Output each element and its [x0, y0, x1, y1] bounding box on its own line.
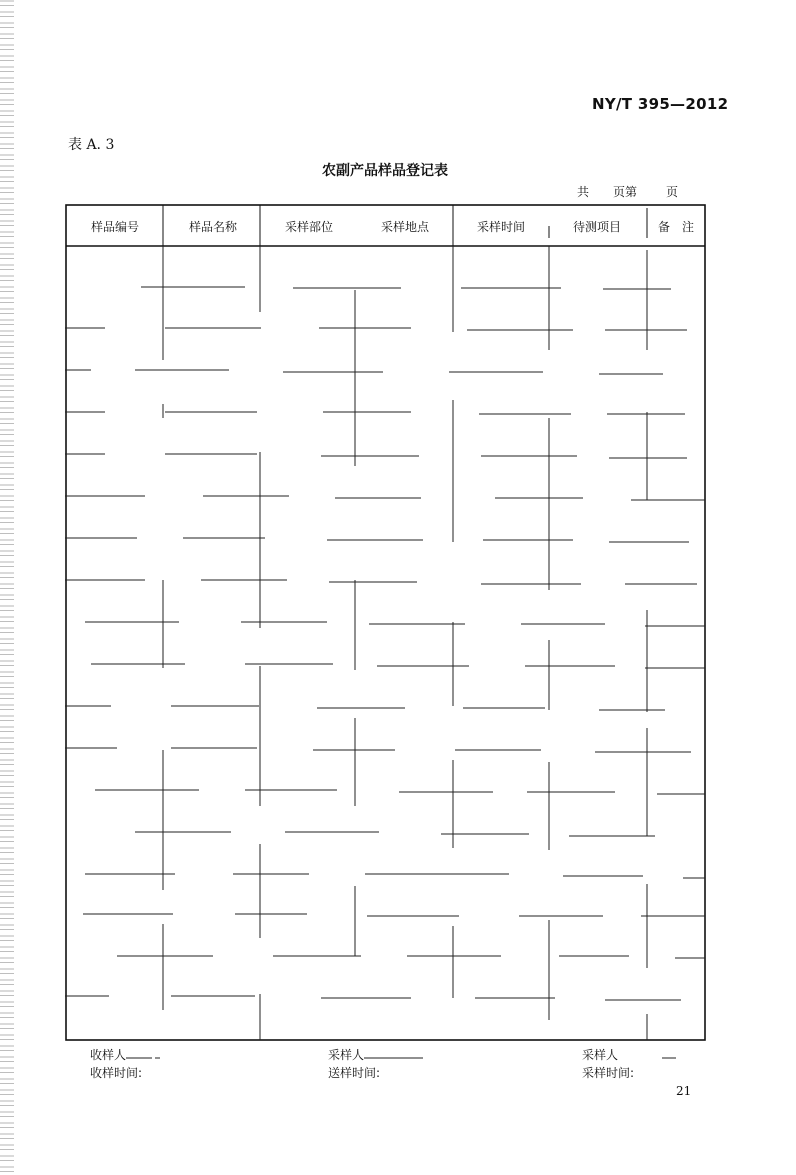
form-title: 农副产品样品登记表	[322, 163, 448, 179]
table-number: 表 A. 3	[68, 137, 115, 153]
page-info-current: 页第	[613, 185, 638, 199]
page-info-suffix: 页	[666, 185, 679, 199]
footer-sampler-middle: 采样人	[328, 1048, 365, 1062]
col-header-sample-no: 样品编号	[91, 220, 140, 234]
col-header-test-items: 待测项目	[573, 220, 622, 234]
footer-signature-lines	[0, 1050, 796, 1070]
footer-sampling-time: 采样时间:	[582, 1066, 635, 1080]
footer-send-time: 送样时间:	[328, 1066, 381, 1080]
page-number: 21	[676, 1084, 692, 1098]
footer-receive-time: 收样时间:	[90, 1066, 143, 1080]
footer-receiver: 收样人	[90, 1048, 127, 1062]
footer-sampler-right: 采样人	[582, 1048, 619, 1062]
page-info-total: 共	[577, 185, 590, 199]
scan-edge	[0, 0, 14, 1175]
col-header-sampling-time: 采样时间	[477, 220, 526, 234]
registration-table	[65, 204, 706, 1041]
col-header-sampling-location: 采样地点	[381, 220, 430, 234]
col-header-sampling-part: 采样部位	[285, 220, 334, 234]
col-header-remarks: 备 注	[658, 220, 695, 234]
body-column-rules	[163, 246, 647, 1040]
body-rules	[65, 287, 705, 1000]
standard-number: NY/T 395—2012	[592, 95, 729, 113]
col-header-sample-name: 样品名称	[189, 220, 238, 234]
table-grid	[65, 204, 706, 1041]
